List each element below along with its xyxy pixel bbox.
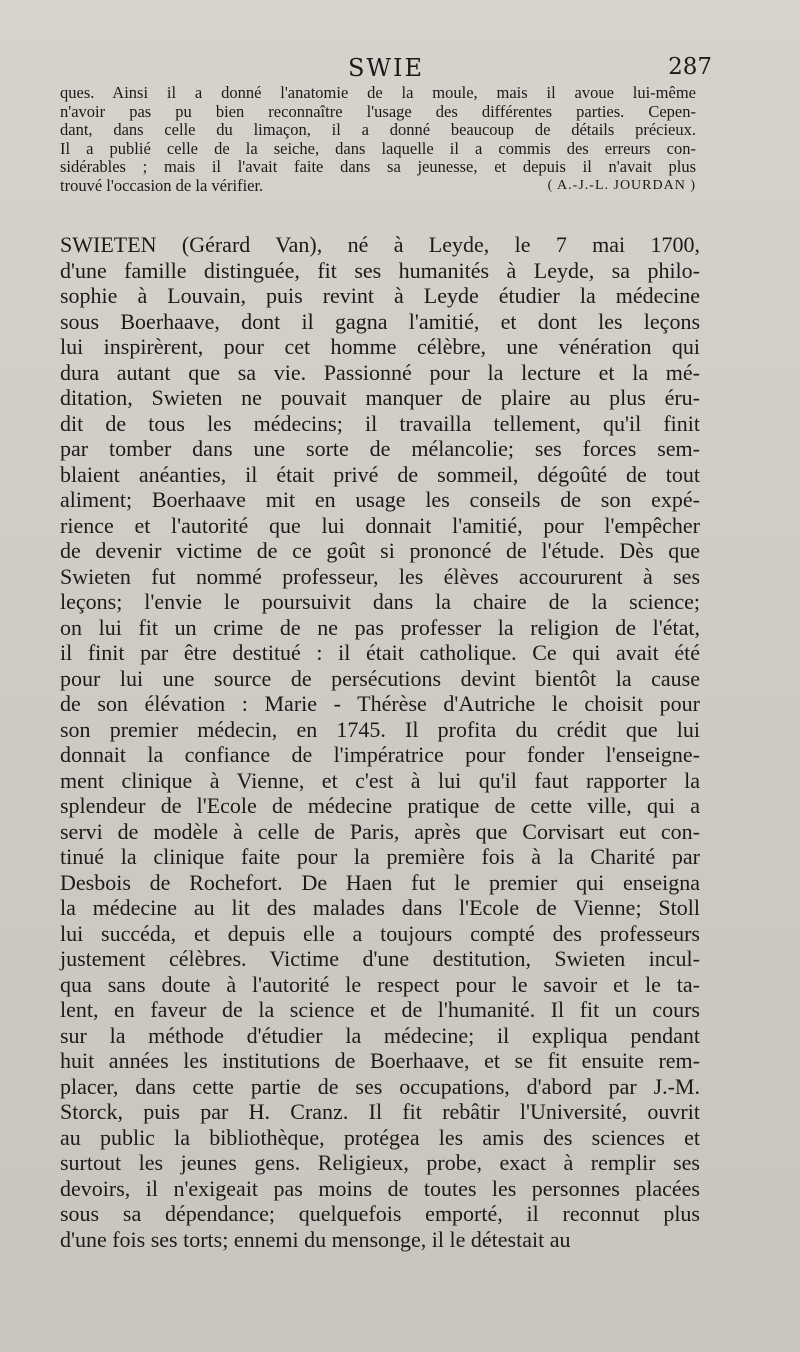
text-line: sidérables ; mais il l'avait faite dans sa jeunesse, et depuis il n'avait plus (60, 157, 696, 176)
page-number: 287 (668, 54, 712, 80)
text-line: la médecine au lit des malades dans l'Ecole de Vienne; Stoll (60, 895, 700, 920)
text-line: au public la bibliothèque, protégea les amis des sciences et (60, 1124, 700, 1150)
text-line: lent, en faveur de la science et de l'humanité. Il fit un cours (60, 997, 700, 1022)
text-line: sous Boerhaave, dont il gagna l'amitié, et dont les leçons (60, 308, 700, 334)
article-swieten (60, 232, 700, 1252)
text-line: huit années les institutions de Boerhaave, et se fit ensuite rem- (60, 1048, 700, 1073)
text-line: placer, dans cette partie de ses occupations, d'abord par J.-M. (60, 1073, 700, 1099)
last-line-with-byline (60, 177, 696, 196)
text-line: Swieten fut nommé professeur, les élèves accoururent à ses (60, 563, 700, 589)
text-line: rience et l'autorité que lui donnait l'amitié, pour l'empêcher (60, 512, 700, 538)
text-line: son premier médecin, en 1745. Il profita du crédit que lui (60, 716, 700, 742)
text-line: tinué la clinique faite pour la première fois à la Charité par (60, 844, 700, 869)
text-line: Desbois de Rochefort. De Haen fut le premier qui enseigna (60, 869, 700, 895)
text-line: ment clinique à Vienne, et c'est à lui qu'il faut rapporter la (60, 767, 700, 793)
text-line: dit de tous les médecins; il travailla tellement, qu'il finit (60, 410, 700, 436)
text-line: n'avoir pas pu bien reconnaître l'usage des différentes parties. Cepen- (60, 101, 696, 121)
text-line: dura autant que sa vie. Passionné pour la lecture et la mé- (60, 359, 700, 385)
article-heading-line: SWIETEN (Gérard Van), né à Leyde, le 7 mai 1700, (60, 232, 700, 257)
text-line: dant, dans celle du limaçon, il a donné beaucoup de détails précieux. (60, 120, 696, 139)
text-line: surtout les jeunes gens. Religieux, probe, exact à remplir ses (60, 1150, 700, 1175)
text-line: lui inspirèrent, pour cet homme célèbre, une vénération qui (60, 334, 700, 359)
text-line: qua sans doute à l'autorité le respect pour le savoir et le ta- (60, 971, 700, 997)
text-line: pour lui une source de persécutions devint bientôt la cause (60, 665, 700, 691)
author-byline: ( A.-J.-L. JOURDAN ) (547, 177, 696, 193)
text-line: servi de modèle à celle de Paris, après que Corvisart eut con- (60, 818, 700, 844)
text-line: splendeur de l'Ecole de médecine pratique de cette ville, qui a (60, 793, 700, 818)
text-line: sous sa dépendance; quelquefois emporté, il reconnut plus (60, 1201, 700, 1226)
text-line: aliment; Boerhaave mit en usage les conseils de son expé- (60, 487, 700, 512)
text-line: de devenir victime de ce goût si prononcé de l'étude. Dès que (60, 538, 700, 563)
text-line: sur la méthode d'étudier la médecine; il expliqua pendant (60, 1022, 700, 1048)
text-line: ques. Ainsi il a donné l'anatomie de la moule, mais il avoue lui-même (60, 83, 696, 102)
text-line: par tomber dans une sorte de mélancolie; ses forces sem- (60, 436, 700, 461)
text-line: donnait la confiance de l'impératrice pour fonder l'enseigne- (60, 742, 700, 767)
text-line: leçons; l'envie le poursuivit dans la chaire de la science; (60, 589, 700, 614)
text-line: il finit par être destitué : il était catholique. Ce qui avait été (60, 640, 700, 665)
text-line: d'une famille distinguée, fit ses humanités à Leyde, sa philo- (60, 257, 700, 283)
text-line: de son élévation : Marie - Thérèse d'Autriche le choisit pour (60, 691, 700, 716)
text-line: devoirs, il n'exigeait pas moins de toutes les personnes placées (60, 1175, 700, 1201)
text-line: justement célèbres. Victime d'une destitution, Swieten incul- (60, 946, 700, 971)
running-head-title: SWIE (347, 54, 425, 82)
running-head (60, 54, 712, 84)
text-line: Il a publié celle de la seiche, dans laquelle il a commis des erreurs con- (60, 138, 696, 158)
text-line: ditation, Swieten ne pouvait manquer de plaire au plus éru- (60, 385, 700, 410)
text-line: d'une fois ses torts; ennemi du mensonge, il le détestait au (60, 1226, 571, 1252)
continued-article (60, 84, 696, 195)
text-line: trouvé l'occasion de la vérifier. (60, 175, 264, 195)
text-line: sophie à Louvain, puis revint à Leyde étudier la médecine (60, 283, 700, 308)
text-line: Storck, puis par H. Cranz. Il fit rebâtir l'Université, ouvrit (60, 1099, 700, 1124)
text-line: lui succéda, et depuis elle a toujours compté des professeurs (60, 920, 700, 946)
text-line: blaient anéanties, il était privé de sommeil, dégoûté de tout (60, 461, 700, 487)
text-line: on lui fit un crime de ne pas professer la religion de l'état, (60, 614, 700, 640)
